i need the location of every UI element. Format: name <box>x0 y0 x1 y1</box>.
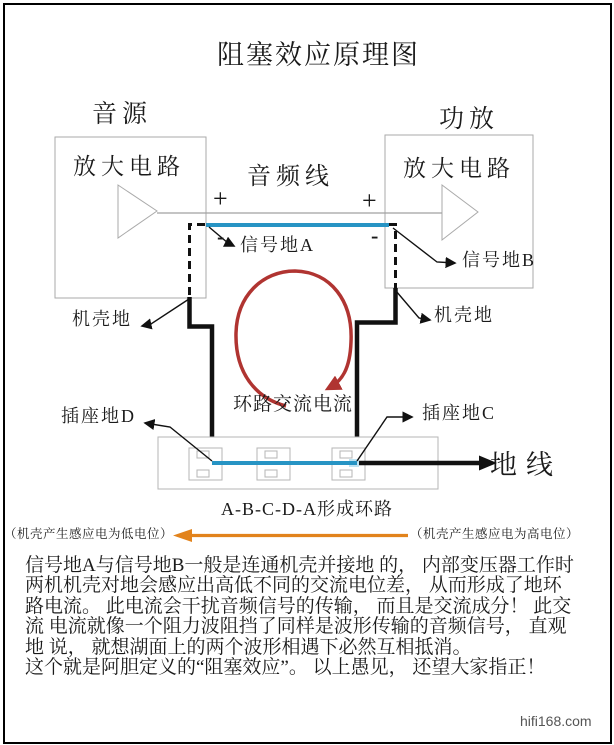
loop-current-label: 环路交流电流 <box>233 394 354 415</box>
plus-sign-right: + <box>362 186 377 215</box>
diagram-title: 阻塞效应原理图 <box>217 40 420 70</box>
chassis-ground-right-label: 机壳地 <box>434 305 494 325</box>
ground-conductor-left <box>190 297 213 461</box>
signal-ground-b-pointer <box>393 228 455 263</box>
chassis-dashed-right <box>389 225 396 290</box>
amp-box-title: 功放 <box>439 106 500 133</box>
ground-wire-label: 地线 <box>490 450 562 480</box>
chassis-ground-left-pointer <box>142 299 189 326</box>
chassis-dashed-left <box>190 225 206 299</box>
high-potential-label: （机壳产生感应电为高电位） <box>410 527 580 541</box>
paragraph-line: 这个就是阿胆定义的“阻塞效应”。 以上愚见， 还望大家指正！ <box>25 657 546 679</box>
amp-inner-label: 放大电路 <box>403 156 515 181</box>
low-potential-label: （机壳产生感应电为低电位） <box>4 527 174 541</box>
minus-sign-left: - <box>217 224 225 249</box>
source-inner-label: 放大电路 <box>73 154 185 179</box>
loop-current-arrow <box>236 271 351 406</box>
ground-conductor-right <box>357 288 396 461</box>
explanation-paragraph <box>25 556 600 678</box>
socket-ground-c-label: 插座地C <box>422 403 497 423</box>
minus-sign-right: - <box>371 223 379 248</box>
paragraph-line: 两机机壳对地会感应出高低不同的交流电位差， 从而形成了地环 <box>25 575 562 597</box>
audio-cable-label: 音频线 <box>247 164 334 190</box>
signal-ground-a-label: 信号地A <box>240 235 315 255</box>
source-box-title: 音源 <box>92 101 153 128</box>
signal-ground-b-label: 信号地B <box>462 250 537 270</box>
chassis-ground-right-pointer <box>396 291 430 320</box>
paragraph-line: 信号地A与信号地B一般是连通机壳并接地 的， 内部变压器工作时 <box>25 555 574 576</box>
plus-sign-left: + <box>213 184 228 213</box>
loop-path-label: A-B-C-D-A形成环路 <box>221 499 393 519</box>
watermark: hifi168.com <box>520 713 592 729</box>
potential-direction-arrow <box>173 529 408 542</box>
chassis-ground-left-label: 机壳地 <box>72 309 132 329</box>
paragraph-line: 地 说， 就想湖面上的两个波形相遇下必然互相抵消。 <box>25 636 472 658</box>
paragraph-line: 流 电流就像一个阻力波阻挡了同样是波形传输的音频信号， 直观 <box>25 616 567 638</box>
socket-ground-d-label: 插座地D <box>61 406 136 426</box>
paragraph-line: 路电流。 此电流会干扰音频信号的传输， 而且是交流成分！ 此交 <box>25 595 572 617</box>
